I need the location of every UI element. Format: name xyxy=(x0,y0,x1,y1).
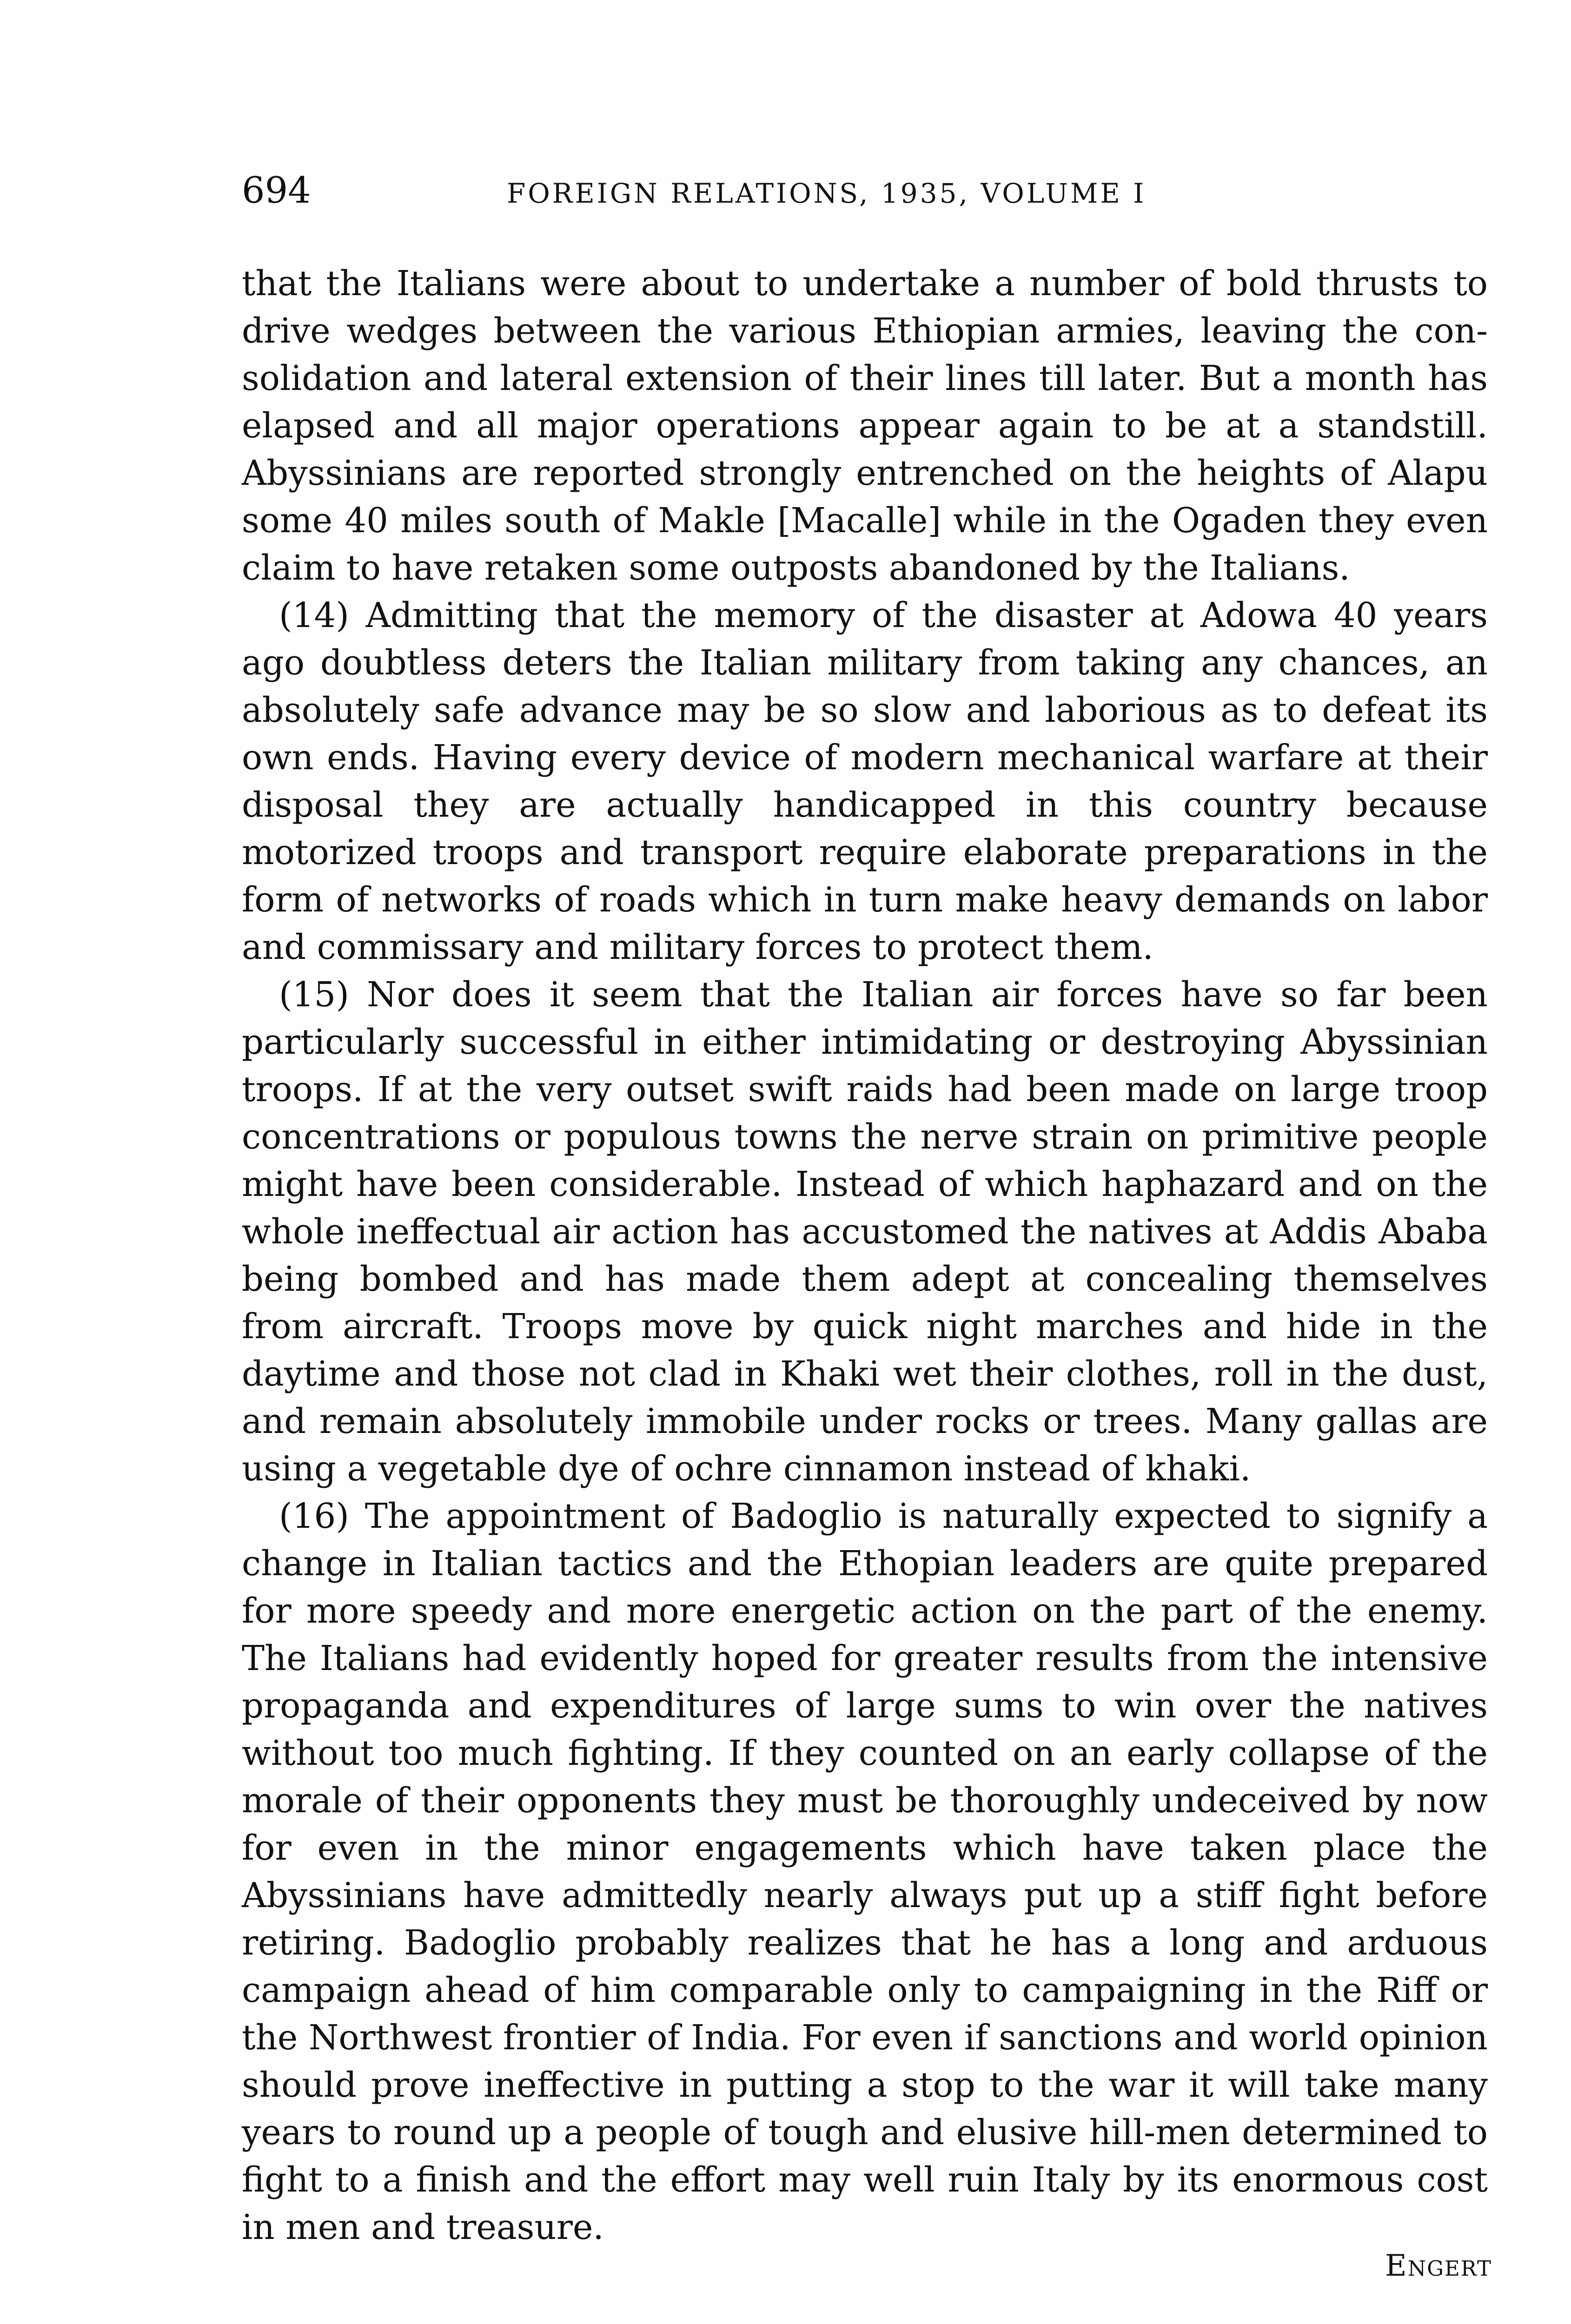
page-header xyxy=(242,167,1497,214)
body-text xyxy=(242,260,1488,2251)
signature: Engert xyxy=(1385,2249,1492,2283)
page-number: 694 xyxy=(242,170,311,211)
paragraph-continuation: that the Italians were about to undertake a number of bold thrusts to drive wedges between the various Ethiopian armies, leaving the consolidation and lateral extension of their lines till later. But a month has elapsed and all major operations appear again to be at a standstill. Abyssinians are reported strongly entrenched on the heights of Alapu some 40 miles south of Makle [Macalle] while in the Ogaden they even claim to have retaken some outposts abandoned by the Italians. xyxy=(242,264,1488,588)
paragraph-14: (14) Admitting that the memory of the disaster at Adowa 40 years ago doubtless deters the Italian military from taking any chances, an absolutely safe advance may be so slow and laborious as to defeat its own ends. Having every device of modern mechanical warfare at their disposal they are actually handicapped in this country because motorized troops and transport require elaborate preparations in the form of networks of roads which in turn make heavy demands on labor and commissary and military forces to protect them. xyxy=(242,596,1488,967)
paragraph-16: (16) The appointment of Badoglio is naturally expected to signify a change in Italian tactics and the Ethopian leaders are quite prepared for more speedy and more energetic action on the part of the enemy. The Italians had evidently hoped for greater results from the intensive propaganda and expenditures of large sums to win over the natives without too much fighting. If they counted on an early collapse of the morale of their opponents they must be thoroughly undeceived by now for even in the minor engagements which have taken place the Abyssinians have admittedly nearly always put up a stiff fight before retiring. Badoglio probably realizes that he has a long and arduous campaign ahead of him comparable only to campaigning in the Riff or the Northwest frontier of India. For even if sanctions and world opinion should prove ineffective in putting a stop to the war it will take many years to round up a people of tough and elusive hill-men determined to fight to a finish and the effort may well ruin Italy by its enormous cost in men and treasure. xyxy=(242,1497,1488,2247)
running-head: FOREIGN RELATIONS, 1935, VOLUME I xyxy=(507,178,1147,209)
paragraph-15: (15) Nor does it seem that the Italian air forces have so far been particularly successful in either intimidating or destroying Abyssinian troops. If at the very outset swift raids had been made on large troop concentrations or populous towns the nerve strain on primitive people might have been considerable. Instead of which haphazard and on the whole ineffectual air action has accustomed the natives at Addis Ababa being bombed and has made them adept at concealing themselves from aircraft. Troops move by quick night marches and hide in the daytime and those not clad in Khaki wet their clothes, roll in the dust, and remain absolutely immobile under rocks or trees. Many gallas are using a vegetable dye of ochre cinnamon instead of khaki. xyxy=(242,975,1488,1489)
